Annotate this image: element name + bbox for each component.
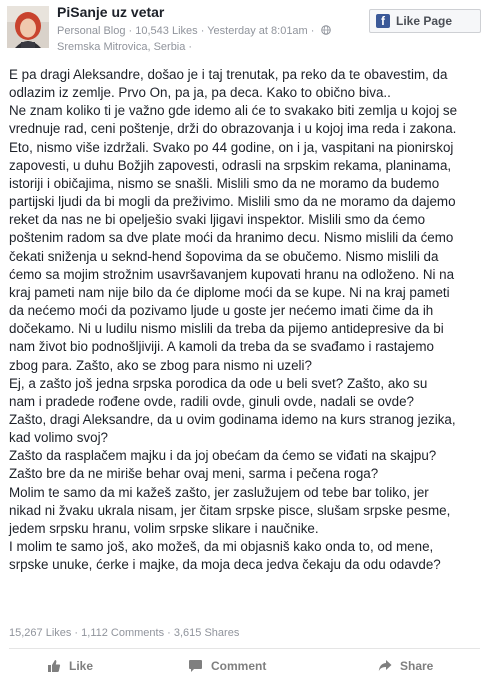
like-button[interactable] xyxy=(47,649,93,682)
comment-label: Comment xyxy=(211,658,267,673)
globe-icon xyxy=(321,25,331,35)
post-text-line: srpske unuke, ćerke i majke, da moja deca jedva čekaju da odu odavde? xyxy=(9,557,441,573)
post-text-line: kraj pameti nam nije bilo da će diplome moći da se kupe. Ni na kraj pameti xyxy=(9,284,450,300)
post-text-line: čekati sniženja u seknd-hend šopovima da se obučemo. Nismo mislili da xyxy=(9,248,439,264)
page-avatar[interactable] xyxy=(7,6,49,48)
post-text-line: partijski ljudi da bi mogli da preživimo. Mislili smo da ne moramo da dajemo xyxy=(9,194,456,210)
post-text-line: nam život bio podnošljiviji. A kamoli da treba da se svađamo i rastajemo xyxy=(9,339,434,355)
post-text-line: nikad ni žvaku ukrala nisam, jer čitam srpske pisce, slušam srpske pesme, xyxy=(9,502,451,518)
post-text-line: zapovesti, u duhu Božjih zapovesti, odrasli na srpskim rekama, planinama, xyxy=(9,157,452,173)
share-button[interactable] xyxy=(378,649,433,682)
post-text-line: zbog para. Zašto, ako se zbog para nismo ni uzeli? xyxy=(9,357,312,373)
like-page-button[interactable] xyxy=(369,9,481,33)
post-text-line: Eto, nismo više izdržali. Svako po 44 godine, on i ja, vaspitani na pionirskoj xyxy=(9,139,454,155)
post-text-line: Zašto da rasplačem majku i da joj obećam da ćemo se viđati na skajpu? xyxy=(9,448,437,464)
post-text-line: E pa dragi Aleksandre, došao je i taj trenutak, pa reko da te obavestim, da xyxy=(9,67,448,82)
post-text-line: odlazim iz zemlje. Prvo On, pa ja, pa deca. Kako to obično biva.. xyxy=(9,85,391,101)
post-text-line: ćemo sa mojim strožnim usavršavanjem kupovati hranu na odloženo. Ni na xyxy=(9,266,455,282)
post-text xyxy=(9,66,479,574)
comment-icon xyxy=(188,659,203,673)
post-text-line: Ne znam koliko ti je važno gde idemo ali će to svakako biti zemlja u kojoj se xyxy=(9,103,458,119)
post-text-line: jedem srpsku hranu, volim srpske slikare i naučnike. xyxy=(9,520,319,536)
post-text-line: Zašto bre da ne miriše behar ovaj meni, sarma i pečena roga? xyxy=(9,466,379,482)
facebook-logo-icon: f xyxy=(376,14,390,28)
post-header xyxy=(0,0,489,60)
post-text-line: kad volimo svoj? xyxy=(9,430,108,446)
like-page-label: Like Page xyxy=(396,14,453,28)
page-name-link[interactable]: PiSanje uz vetar xyxy=(57,4,165,20)
post-meta-text: Personal Blog · 10,543 Likes · Yesterday at 8:01am · xyxy=(57,25,315,37)
thumbs-up-icon xyxy=(47,659,61,673)
post-text-line: nam i pradede rođene ovde, radili ovde, ginuli ovde, nadali se ovde? xyxy=(9,393,414,409)
post-text-line: dočekamo. Ni u ludilu nismo mislili da treba da pijemo antidepresive da bi xyxy=(9,321,444,337)
post-text-line: I molim te samo još, ako možeš, da mi objasniš kako onda to, od mene, xyxy=(9,539,434,555)
post-text-line: reket da nas ne bi opelješio svaki ljigavi inspektor. Mislili smo da ćemo xyxy=(9,212,426,228)
post-stats[interactable]: 15,267 Likes · 1,112 Comments · 3,615 Shares xyxy=(9,627,240,639)
post-actions xyxy=(0,649,489,682)
share-arrow-icon xyxy=(378,659,392,672)
comment-button[interactable] xyxy=(188,649,266,682)
post-text-line: Molim te samo da mi kažeš zašto, jer zaslužujem od tebe bar toliko, jer xyxy=(9,484,429,500)
like-label: Like xyxy=(69,658,94,673)
post-text-line: vrednuje rad, ceni poštenje, drži do obrazovanja i u kojoj ima reda i zakona. xyxy=(9,121,457,137)
avatar-photo xyxy=(7,6,49,48)
post-text-line: istoriji i običajima, nismo se snašli. Mislili smo da ne moramo da budemo xyxy=(9,175,440,191)
share-label: Share xyxy=(400,658,434,673)
post-text-line: Ej, a zašto još jedna srpska porodica da ode u beli svet? Zašto, ako su xyxy=(9,375,428,391)
post-text-line: poštenim radom sa dve plate moći da hranimo decu. Nismo mislili da ćemo xyxy=(9,230,454,246)
post-location[interactable]: Sremska Mitrovica, Serbia · xyxy=(57,41,193,53)
post-meta xyxy=(57,25,331,37)
post-text-line: Zašto, dragi Aleksandre, da u ovim godinama idemo na kurs stranog jezika, xyxy=(9,411,456,427)
post-text-line: da nećemo moći da pozivamo ljude u goste jer nećemo imati čime da ih xyxy=(9,303,434,319)
